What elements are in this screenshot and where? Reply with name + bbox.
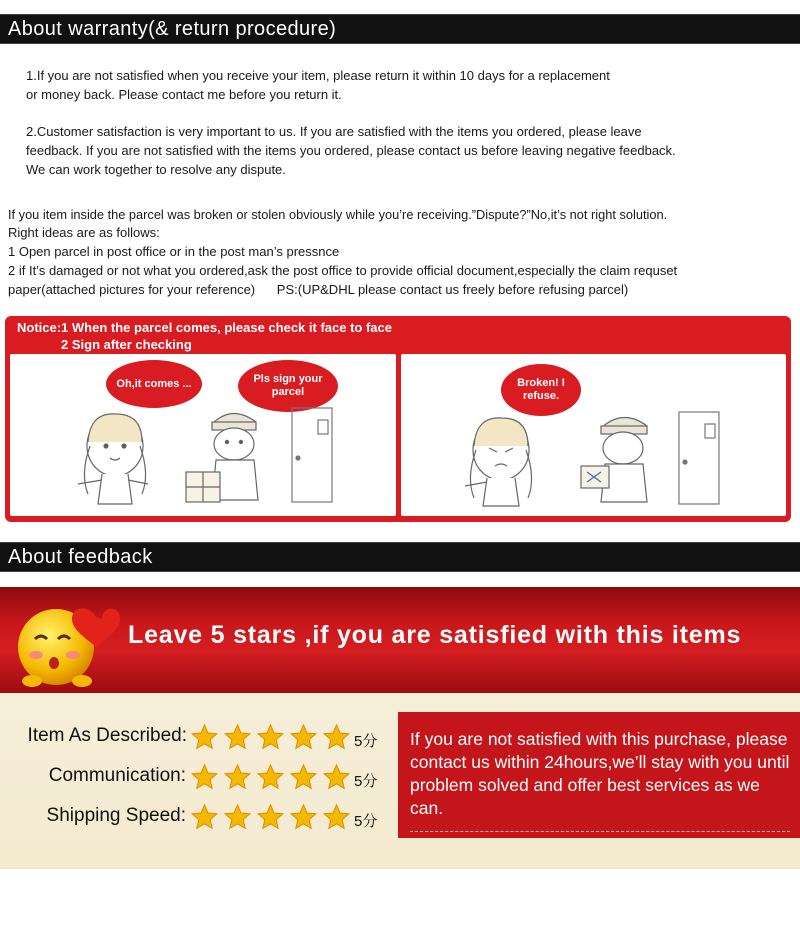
feedback-header-text: About feedback	[8, 546, 153, 568]
star-icon	[289, 723, 318, 752]
bubble-oh-it-comes: Oh,it comes ...	[106, 360, 202, 408]
notice-line2: 2 Sign after checking	[61, 337, 192, 352]
star-icon	[322, 763, 351, 792]
star-icon	[322, 723, 351, 752]
smiley-heart-icon	[10, 593, 125, 693]
rating-communication	[0, 763, 186, 793]
star-icon	[223, 763, 252, 792]
feedback-header	[0, 542, 800, 572]
star-icon	[322, 803, 351, 832]
bubble-pls-sign: Pls sign your parcel	[238, 360, 338, 412]
rating-label: Item As Described:	[27, 725, 187, 746]
contact-message-text: If you are not satisfied with this purchase, please contact us within 24hours,we’ll stay with you until problem solved and offer best services as we can.	[410, 729, 790, 818]
notice-line1: Notice:1 When the parcel comes, please check it face to face	[17, 320, 392, 335]
rating-score: 5分	[354, 733, 378, 750]
warranty-item1-line2: or money back. Please contact me before you return it.	[26, 87, 342, 102]
star-icon	[256, 803, 285, 832]
message-divider	[410, 831, 790, 832]
scene-refusing	[401, 354, 786, 516]
warranty-item2-line3: We can work together to resolve any dispute.	[26, 162, 286, 177]
door-figure	[292, 408, 332, 502]
bubble-broken: Broken! I refuse.	[501, 364, 581, 416]
contact-message-box	[398, 712, 800, 838]
scene-refusing-illustration	[401, 354, 786, 516]
scene-accepting	[10, 354, 396, 516]
star-icon	[190, 803, 219, 832]
scene-accepting-illustration	[10, 354, 396, 516]
rating-label: Communication:	[48, 765, 186, 786]
notice-panel	[5, 316, 791, 522]
warranty-item1-line1: 1.If you are not satisfied when you receive your item, please return it within 10 days for a replacement	[26, 68, 610, 83]
rating-item-as-described	[0, 723, 187, 753]
rating-score: 5分	[354, 813, 378, 830]
rating-label: Shipping Speed:	[46, 805, 186, 826]
star-icon	[289, 803, 318, 832]
warranty-item2-line2: feedback. If you are not satisfied with the items you ordered, please contact us before leaving negative feedback.	[26, 143, 676, 158]
leave-5-stars-text: Leave 5 stars ,if you are satisfied with this items	[128, 621, 742, 649]
stars-shipping-speed	[190, 803, 351, 832]
parcel-line1: If you item inside the parcel was broken or stolen obviously while you’re receiving.”Dispute?”No,it’s not right solution.	[8, 207, 668, 222]
parcel-line2: Right ideas are as follows:	[8, 225, 160, 240]
star-icon	[256, 723, 285, 752]
warranty-header-text: About warranty(& return procedure)	[8, 18, 337, 40]
girl-sad-figure	[465, 418, 532, 506]
door-figure-2	[679, 412, 719, 504]
stars-communication	[190, 763, 351, 792]
girl-figure	[78, 414, 148, 504]
postman-figure-2	[581, 417, 647, 502]
star-icon	[190, 763, 219, 792]
star-icon	[223, 723, 252, 752]
warranty-item2-line1: 2.Customer satisfaction is very important to us. If you are satisfied with the items you ordered, please leave	[26, 124, 642, 139]
star-icon	[190, 723, 219, 752]
stars-item-as-described	[190, 723, 351, 752]
star-icon	[223, 803, 252, 832]
rating-score: 5分	[354, 773, 378, 790]
postman-figure	[186, 413, 258, 502]
warranty-header	[0, 14, 800, 44]
feedback-banner	[0, 587, 800, 693]
parcel-line4: 2 if It’s damaged or not what you ordered,ask the post office to provide official document,especially the claim requset	[8, 263, 678, 278]
star-icon	[289, 763, 318, 792]
parcel-line3: 1 Open parcel in post office or in the post man’s pressnce	[8, 244, 340, 259]
rating-shipping-speed	[0, 803, 186, 833]
parcel-line5: paper(attached pictures for your reference) PS:(UP&DHL please contact us freely before refusing parcel)	[8, 282, 629, 297]
star-icon	[256, 763, 285, 792]
